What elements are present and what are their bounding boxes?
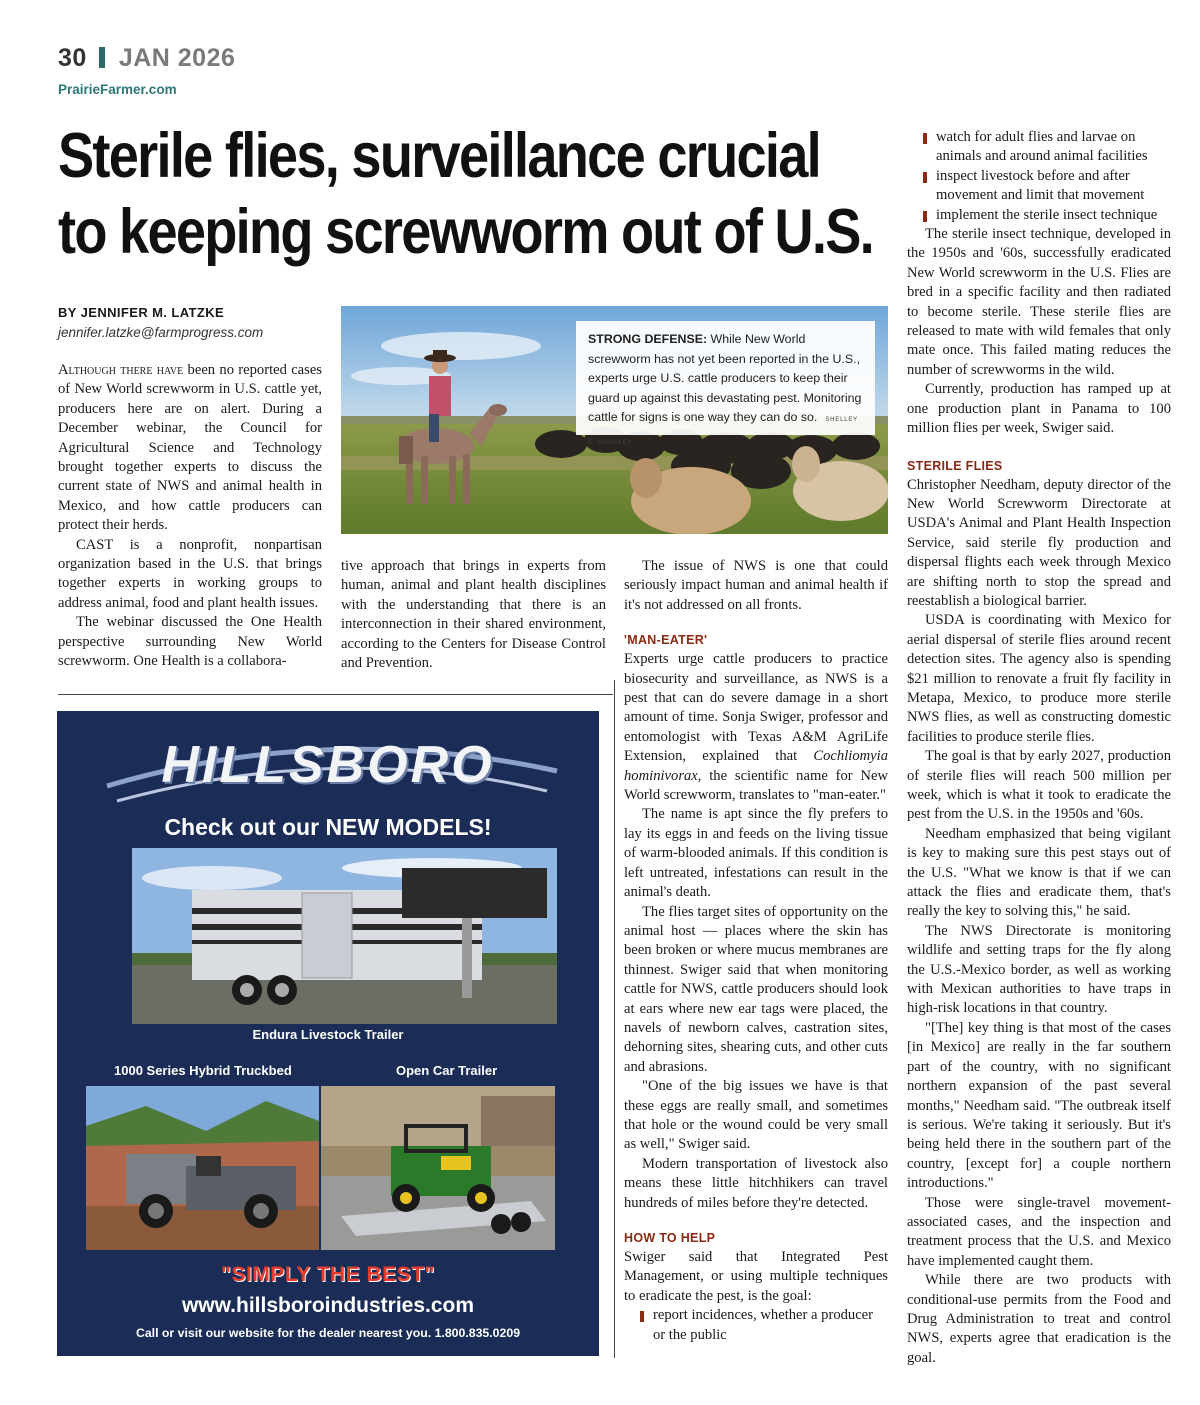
paragraph: Although there have been no reported cases of New World screwworm in U.S. cattle yet, producers here are on alert. During a December webinar, the Council for Agricultural Science and Technology brought together experts to discuss the current state of NWS and animal health in Mexico, and how cattle producers can protect their herds. bbox=[58, 362, 322, 534]
column-3 bbox=[624, 557, 888, 1345]
paragraph: The sterile insect technique, developed in the 1950s and '60s, successfully eradicated New World screwworm in the U.S. Flies are bred in a specific facility and then radiated to become sterile. These sterile flies are released to mate with wild females that only mate once. This failed mating reduces the number of screwworms in the wild. bbox=[907, 226, 1171, 378]
car-trailer-image bbox=[321, 1086, 555, 1250]
list-item: inspect livestock before and after movement and limit that movement bbox=[923, 167, 1171, 206]
column-1 bbox=[58, 361, 322, 672]
ipm-list bbox=[624, 1306, 888, 1345]
main-product-label: Endura Livestock Trailer bbox=[252, 1027, 404, 1042]
paragraph: The name is apt since the fly prefers to lay its eggs in and feeds on the living tissue of warm-blooded animals. If this condition is left untreated, infestations can result in the animal's death. bbox=[624, 806, 888, 901]
page-number: 30 bbox=[58, 44, 87, 72]
paragraph: Currently, production has ramped up at one production plant in Panama to 100 million flies per week, Swiger said. bbox=[907, 381, 1171, 437]
author-email[interactable]: jennifer.latzke@farmprogress.com bbox=[58, 325, 264, 340]
caption-text: While New World screwworm has not yet been reported in the U.S., experts urge U.S. cattle producers to keep their guard up against this devastating pest. Monitoring cattle for signs is one way they can do so. bbox=[588, 332, 862, 424]
right-product-label: Open Car Trailer bbox=[396, 1063, 498, 1078]
paragraph: CAST is a nonprofit, nonpartisan organization based in the U.S. that brings together experts in working groups to address animal, food and plant health issues. bbox=[58, 536, 322, 611]
paragraph: "[The] key thing is that most of the cases [in Mexico] are really in the far southern part of the country, with no significant northern expansion of the past several months," Needham said. "The outbreak itself is serious. We're taking it seriously. But it's being held there in the southern part of the country, [except for] a couple northern introductions." bbox=[907, 1019, 1171, 1192]
truckbed-image bbox=[86, 1086, 319, 1250]
photo-credit: SHELLEY E. HUGULEY bbox=[588, 417, 858, 446]
paragraph: The webinar discussed the One Health perspective surrounding New World screwworm. One Health is a collabora- bbox=[58, 614, 322, 670]
list-item: report incidences, whether a producer or the public bbox=[640, 1306, 888, 1345]
paragraph: The goal is that by early 2027, production of sterile flies will reach 500 million per week, which is what it took to eradicate the pest from the U.S. in the 1950s and '60s. bbox=[907, 748, 1171, 823]
paragraph: tive approach that brings in experts from human, animal and plant health disciplines with the understanding that there is an interconnection in their shared environment, according to the Centers for Disease Control and Prevention. bbox=[341, 558, 606, 672]
paragraph: The issue of NWS is one that could seriously impact human and animal health if it's not addressed on all fronts. bbox=[624, 558, 888, 613]
paragraph: Modern transportation of livestock also means these little hitchhikers can travel hundreds of miles before they're detected. bbox=[624, 1155, 888, 1211]
page-folio bbox=[58, 44, 235, 73]
column-4 bbox=[907, 128, 1171, 1368]
paragraph: While there are two products with conditional-use permits from the Food and Drug Administration to treat and control NWS, experts agree that eradication is the goal. bbox=[907, 1272, 1171, 1366]
subhead-sterile-flies: STERILE FLIES bbox=[907, 458, 1003, 473]
left-product-label: 1000 Series Hybrid Truckbed bbox=[114, 1063, 292, 1078]
byline: BY JENNIFER M. LATZKE bbox=[58, 305, 225, 320]
issue-date: JAN 2026 bbox=[118, 44, 236, 72]
column-2 bbox=[341, 557, 606, 673]
paragraph: Needham emphasized that being vigilant is key to making sure this pest stays out of the U.S. "What we know is that if we can attack the flies and eradicate them, that's really the key to solving this," he said. bbox=[907, 825, 1171, 920]
list-item: watch for adult flies and larvae on animals and around animal facilities bbox=[923, 128, 1171, 167]
caption-head: STRONG DEFENSE: bbox=[588, 332, 708, 346]
hillsboro-advertisement[interactable] bbox=[57, 711, 599, 1356]
paragraph: Swiger said that Integrated Pest Management, or using multiple techniques to eradicate the pest, is the goal: bbox=[624, 1249, 888, 1304]
headline-line-1: Sterile flies, surveillance crucial bbox=[58, 121, 820, 191]
subhead-man-eater: 'MAN-EATER' bbox=[624, 633, 708, 648]
paragraph: Christopher Needham, deputy director of the New World Screwworm Directorate at USDA's Animal and Plant Health Inspection Service, said sterile fly production and dispersal flights each week through Mexico are shifting north to stop the spread and reestablish a biological barrier. bbox=[907, 476, 1171, 609]
paragraph: Those were single-travel movement-associated cases, and the inspection and treatment process that the U.S. and Mexico have implemented caught them. bbox=[907, 1194, 1171, 1269]
ad-divider-vertical bbox=[614, 680, 615, 1358]
ad-divider-horizontal bbox=[58, 694, 613, 695]
site-link[interactable]: PrairieFarmer.com bbox=[58, 82, 177, 97]
livestock-trailer-image bbox=[132, 848, 557, 1024]
paragraph: The NWS Directorate is monitoring wildlife and setting traps for the fly along the U.S.-Mexico border, as well as working with Mexican authorities to have traps in high-risk locations in that country. bbox=[907, 922, 1171, 1017]
paragraph: "One of the big issues we have is that these eggs are really small, and sometimes that hole or the wound could be very small as well," Swiger said. bbox=[624, 1078, 888, 1153]
ad-slogan: "SIMPLY THE BEST" bbox=[221, 1263, 435, 1286]
paragraph: Experts urge cattle producers to practice biosecurity and surveillance, as NWS is a pest that can do severe damage in a short amount of time. Sonja Swiger, professor and entomologist with Texas A&M AgriLife Extension, explained that Cochliomyia hominivorax, the scientific name for New World screwworm, translates to "man-eater." bbox=[624, 651, 888, 804]
folio-divider bbox=[99, 47, 105, 68]
brand-logo: HILLSBORO bbox=[161, 736, 495, 794]
list-item: implement the sterile insect technique bbox=[923, 206, 1171, 225]
lead-in: Although there have bbox=[58, 362, 184, 378]
paragraph: The flies target sites of opportunity on the animal host — places where the skin has been broken or where mucus membranes are thinnest. Swiger said that when monitoring cattle for NWS, cattle producers should look at ears where new ear tags were placed, the navels of newborn calves, castration sites, dehorning sites, shearing cuts, and other cuts and abrasions. bbox=[624, 903, 888, 1075]
ad-call-to-action: Call or visit our website for the dealer nearest you. 1.800.835.0209 bbox=[135, 1326, 521, 1340]
ad-website-link[interactable]: www.hillsboroindustries.com bbox=[181, 1294, 475, 1317]
paragraph: USDA is coordinating with Mexico for aerial dispersal of sterile flies around recent detection sites. The agency also is spending $21 million to renovate a fruit fly facility in Metapa, Mexico, to produce more sterile NWS flies, as well as constructing domestic facilities to produce sterile flies. bbox=[907, 612, 1171, 745]
headline bbox=[58, 118, 873, 270]
subhead-how-to-help: HOW TO HELP bbox=[624, 1231, 716, 1245]
photo-caption bbox=[576, 321, 875, 446]
ipm-list-continued bbox=[907, 128, 1171, 225]
headline-line-2: to keeping screwworm out of U.S. bbox=[58, 197, 873, 267]
ad-tagline: Check out our NEW MODELS! bbox=[164, 814, 492, 840]
